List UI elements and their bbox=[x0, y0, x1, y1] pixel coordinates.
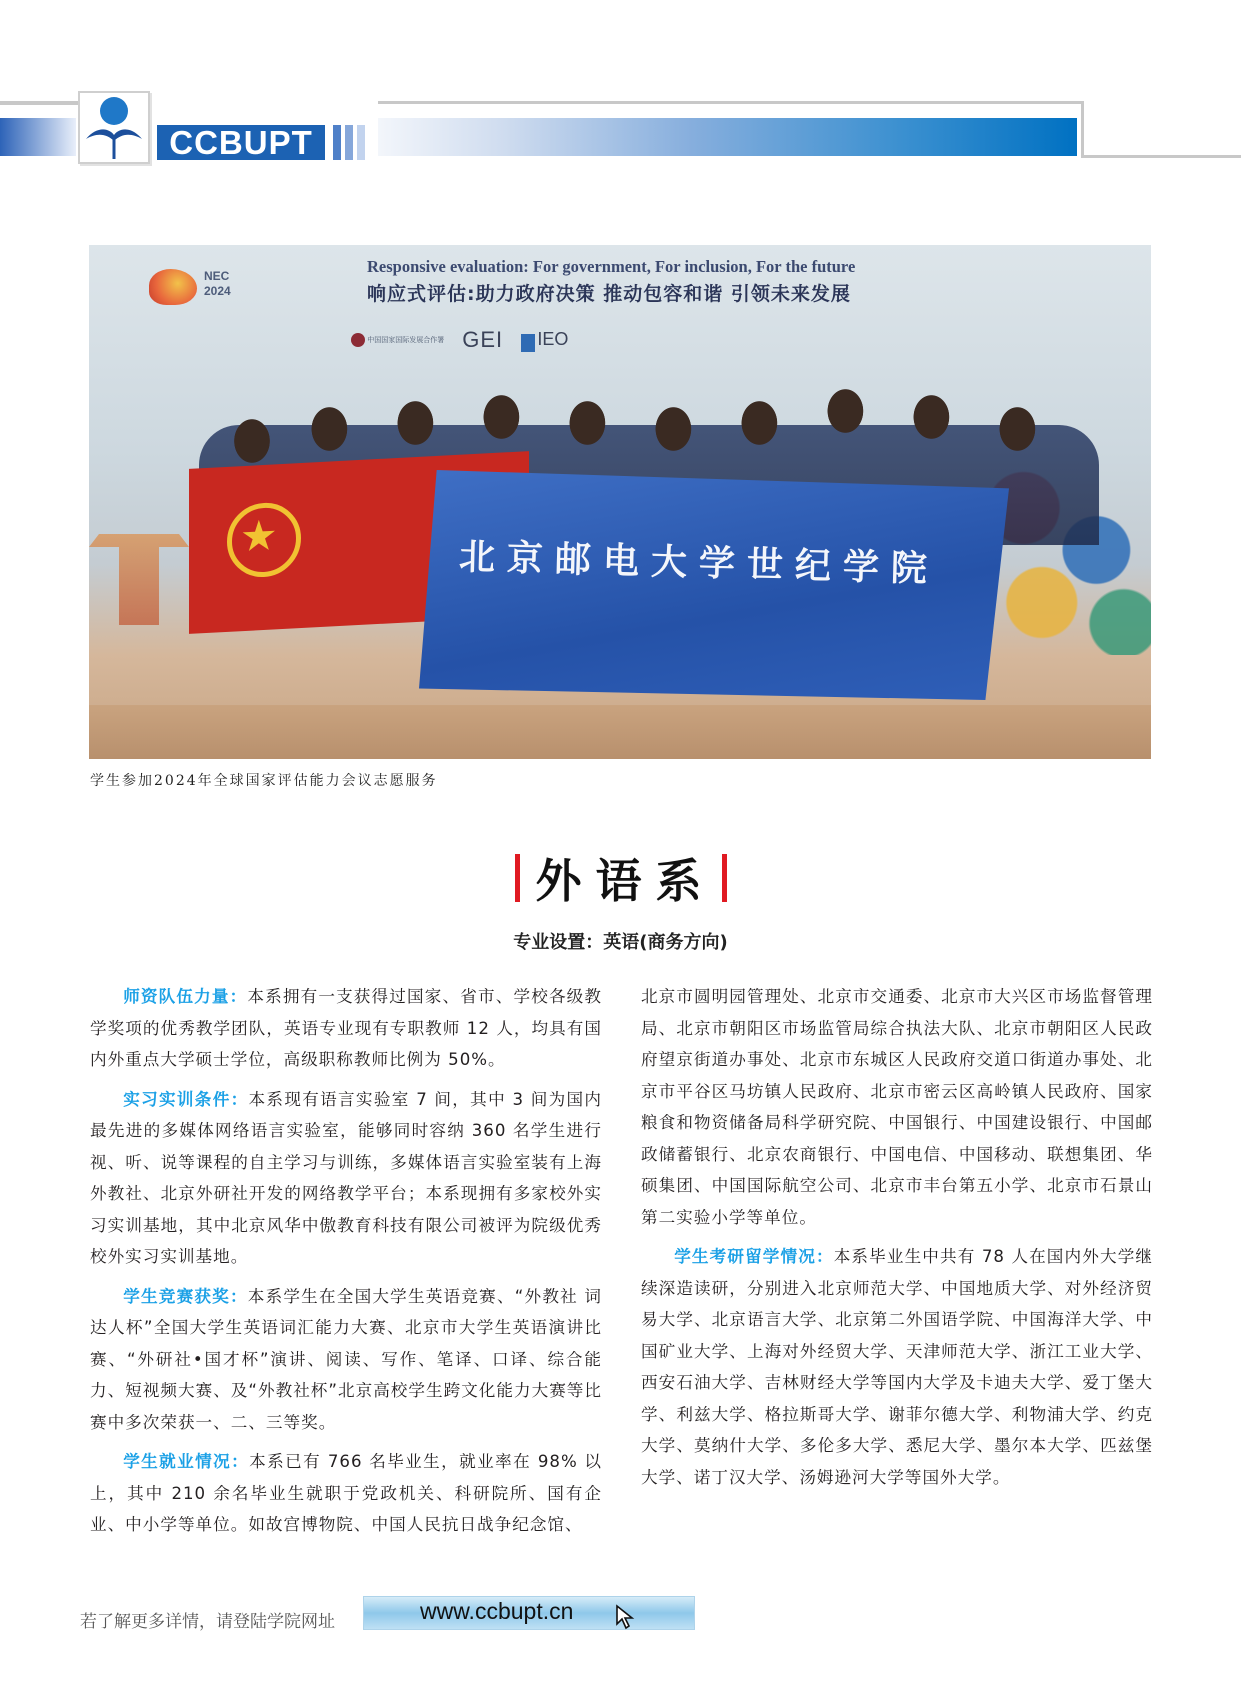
paragraph-label: 实习实训条件： bbox=[123, 1089, 249, 1109]
cidca-emblem-icon bbox=[351, 333, 365, 347]
paragraph-label: 学生竞赛获奖： bbox=[123, 1286, 248, 1306]
gei-logo: GEI bbox=[462, 327, 504, 352]
paragraph-training: 实习实训条件：本系现有语言实验室 7 间，其中 3 间为国内最先进的多媒体网络语言实验室，能够同时容纳 360 名学生进行视、听、说等课程的自主学习与训练，多媒体语言实验室装有上海外教社、北京外研社开发的网络教学平台；本系现拥有多家校外实习实训基地，其中北京风华中傲教育科技有限公司被评为院级优秀校外实习实训基地。 bbox=[90, 1089, 603, 1266]
paragraph-employment: 学生就业情况：本系已有 766 名毕业生，就业率在 98% 以上，其中 210 余名毕业生就职于党政机关、科研院所、国有企业、中小学等单位。如故宫博物院、中国人民抗日战争纪念馆、 bbox=[90, 1452, 602, 1534]
person-book-logo-icon bbox=[80, 93, 148, 162]
header-gradient-left bbox=[0, 118, 76, 156]
paragraph-faculty: 师资队伍力量：本系拥有一支获得过国家、省市、学校各级教学奖项的优秀教学团队，英语专业现有专职教师 12 人，均具有国内外重点大学硕士学位，高级职称教师比例为 50%。 bbox=[90, 987, 603, 1069]
paragraph-label: 学生考研留学情况： bbox=[674, 1247, 834, 1266]
backdrop-slogan-en: Responsive evaluation: For government, For inclusion, For the future bbox=[367, 257, 856, 276]
sponsor-logos bbox=[351, 327, 568, 353]
ieo-logo: IEO bbox=[521, 329, 568, 352]
major-setting: 专业设置：英语(商务方向) bbox=[513, 932, 728, 953]
photo-caption: 学生参加2024年全球国家评估能力会议志愿服务 bbox=[90, 773, 438, 789]
footer-prompt: 若了解更多详情，请登陆学院网址 bbox=[80, 1612, 335, 1632]
title-bar-left bbox=[515, 854, 520, 902]
brand-wordmark: CCBUPT bbox=[157, 125, 325, 160]
section-heading bbox=[0, 845, 1241, 911]
nec-name: NEC bbox=[204, 269, 230, 283]
section-title: 外语系 bbox=[535, 854, 716, 908]
paragraph-further-study: 学生考研留学情况：本系毕业生中共有 78 人在国内外大学继续深造读研，分别进入北京师范大学、中国地质大学、对外经济贸易大学、北京语言大学、北京第二外国语学院、中国海洋大学、中国矿业大学、上海对外经贸大学、天津师范大学、浙江工业大学、西安石油大学、吉林财经大学等国内大学及卡迪夫大学、爱丁堡大学、利兹大学、格拉斯哥大学、谢菲尔德大学、利物浦大学、约克大学、莫纳什大学、多伦多大学、悉尼大学、墨尔本大学、匹兹堡大学、诺丁汉大学、汤姆逊河大学等国外大学。 bbox=[641, 1247, 1154, 1487]
paragraph-label: 学生就业情况： bbox=[123, 1452, 250, 1471]
stage-floor bbox=[89, 705, 1151, 759]
paragraph-awards: 学生竞赛获奖：本系学生在全国大学生英语竞赛、“外教社 词达人杯”全国大学生英语词汇能力大赛、北京市大学生英语演讲比赛、“外研社•国才杯”演讲、阅读、写作、笔译、口译、综合能力、短视频大赛、及“外教社杯”北京高校学生跨文化能力大赛等比赛中多次荣获一、二、三等奖。 bbox=[90, 1286, 603, 1432]
backdrop-slogan-cn: 响应式评估:助力政府决策 推动包容和谐 引领未来发展 bbox=[367, 283, 851, 305]
header-bars bbox=[333, 125, 365, 160]
paragraph-employment-continued: 北京市圆明园管理处、北京市交通委、北京市大兴区市场监督管理局、北京市朝阳区市场监管局综合执法大队、北京市朝阳区人民政府望京街道办事处、北京市东城区人民政府交道口街道办事处、北京市平谷区马坊镇人民政府、北京市密云区高岭镇人民政府、国家粮食和物资储备局科学研究院、中国银行、中国建设银行、中国邮政储蓄银行、北京农商银行、中国电信、中国移动、联想集团、华硕集团、中国国际航空公司、北京市丰台第五小学、北京市石景山第二实验小学等单位。 bbox=[641, 987, 1153, 1227]
paragraph-label: 师资队伍力量： bbox=[123, 987, 248, 1006]
text-column-right bbox=[641, 981, 1153, 1501]
college-logo bbox=[78, 91, 150, 164]
undp-emblem-icon bbox=[521, 334, 535, 352]
header-frame-bottom bbox=[1081, 155, 1241, 158]
event-photo bbox=[89, 245, 1151, 759]
college-banner-text: 北京邮电大学世纪学院 bbox=[458, 535, 940, 591]
header-frame-vertical bbox=[1081, 101, 1084, 157]
header-rule-left bbox=[0, 101, 78, 105]
cursor-arrow-icon bbox=[615, 1604, 635, 1636]
cidca-logo: 中国国家国际发展合作署 bbox=[351, 333, 444, 347]
title-bar-right bbox=[722, 854, 727, 902]
text-column-left bbox=[90, 981, 602, 1549]
website-url[interactable]: www.ccbupt.cn bbox=[420, 1598, 574, 1624]
nec-logo-icon bbox=[149, 269, 197, 305]
nec-year: 2024 bbox=[204, 284, 231, 298]
star-emblem-icon bbox=[227, 501, 301, 579]
header-rule-right bbox=[378, 101, 1084, 104]
nec-logo bbox=[149, 267, 344, 307]
header-gradient-right bbox=[378, 118, 1077, 156]
temple-illustration bbox=[89, 495, 189, 625]
